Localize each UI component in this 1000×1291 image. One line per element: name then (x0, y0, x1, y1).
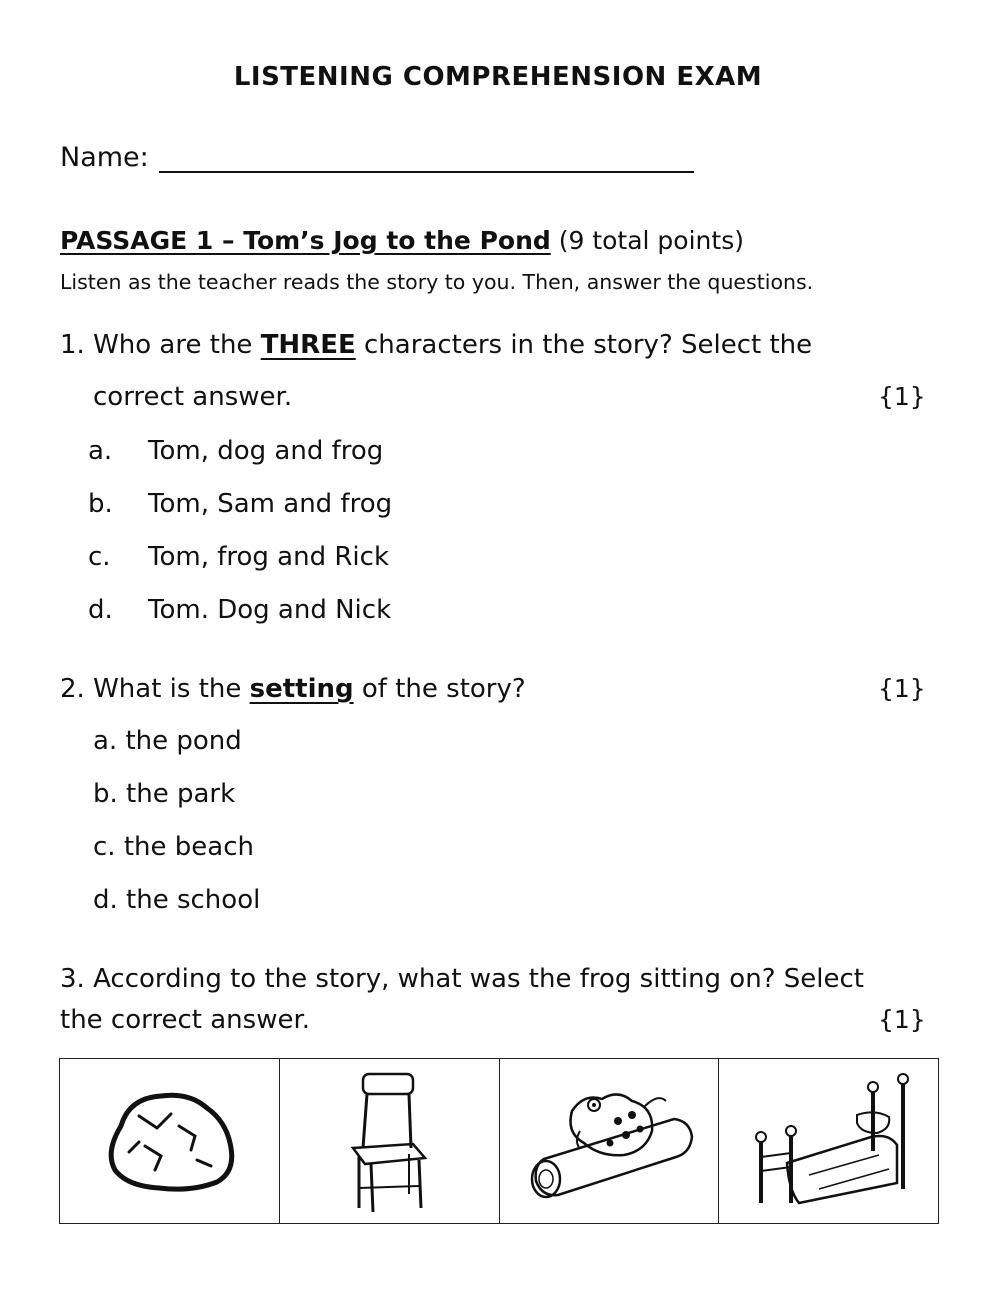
answer-cell-frog-on-log[interactable] (499, 1059, 719, 1224)
question-3-line-2: the correct answer. (60, 1005, 311, 1035)
question-2 (60, 674, 526, 704)
question-3-points: {1} (878, 1005, 926, 1034)
q1-option-c[interactable] (88, 542, 389, 572)
question-1-emphasis: THREE (260, 330, 356, 360)
name-line[interactable] (159, 143, 694, 173)
chair-icon (339, 1066, 439, 1216)
answer-cell-chair[interactable] (279, 1059, 499, 1224)
option-text: Tom. Dog and Nick (148, 595, 392, 625)
question-2-text-before: What is the (93, 674, 242, 704)
question-1-line-2: correct answer. (93, 382, 293, 412)
option-text: Tom, frog and Rick (148, 542, 389, 572)
option-letter: a. (88, 436, 113, 466)
question-2-points: {1} (878, 674, 926, 703)
q2-option-a[interactable]: a. the pond (93, 726, 242, 756)
question-1-text-before: Who are the (93, 330, 253, 360)
q1-option-b[interactable] (88, 489, 392, 519)
option-letter: b. (88, 489, 113, 519)
question-1-text-after: characters in the story? Select the (364, 330, 813, 360)
frog-on-log-icon (514, 1071, 704, 1211)
question-2-number: 2. (60, 674, 85, 704)
passage-title: PASSAGE 1 – Tom’s Jog to the Pond (60, 226, 551, 255)
instructions: Listen as the teacher reads the story to you. Then, answer the questions. (60, 270, 814, 294)
question-1-points: {1} (878, 382, 926, 411)
option-text: Tom, dog and frog (148, 436, 384, 466)
q2-option-d[interactable]: d. the school (93, 885, 261, 915)
option-letter: d. (88, 595, 113, 625)
q2-option-b[interactable]: b. the park (93, 779, 236, 809)
answer-cell-bed[interactable] (719, 1059, 939, 1224)
option-letter: c. (88, 542, 111, 572)
q1-option-d[interactable] (88, 595, 391, 625)
answer-images-table (59, 1058, 939, 1224)
name-label: Name: (60, 142, 149, 173)
question-1-line-1 (60, 330, 812, 360)
rock-icon (99, 1086, 239, 1196)
question-1-number: 1. (60, 330, 85, 360)
q1-option-a[interactable] (88, 436, 383, 466)
q2-option-c[interactable]: c. the beach (93, 832, 254, 862)
bed-icon (739, 1071, 919, 1211)
passage-heading (60, 226, 744, 255)
name-row (60, 142, 694, 173)
question-3-line-1: 3. According to the story, what was the frog sitting on? Select (60, 964, 864, 994)
question-2-text-after: of the story? (361, 674, 526, 704)
question-2-emphasis: setting (249, 674, 354, 704)
option-text: Tom, Sam and frog (148, 489, 393, 519)
exam-title: LISTENING COMPREHENSION EXAM (233, 62, 763, 92)
passage-points: (9 total points) (558, 226, 744, 255)
answer-cell-rock[interactable] (60, 1059, 280, 1224)
